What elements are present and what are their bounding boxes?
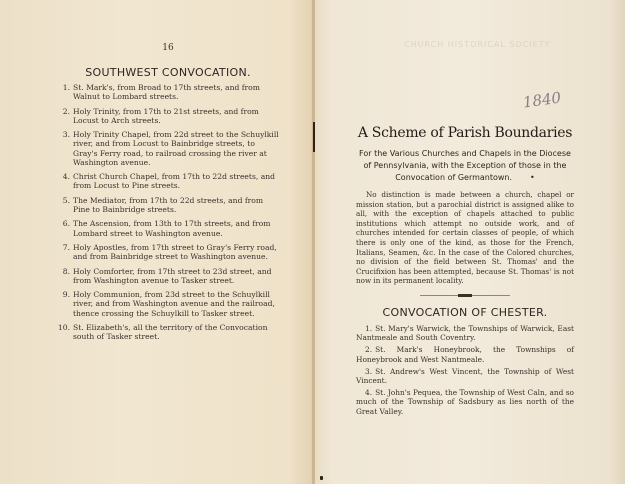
list-item: [56, 323, 280, 341]
left-page-content: [56, 43, 280, 347]
item-number: 1.: [62, 83, 70, 92]
list-item: [356, 324, 574, 342]
item-text: The Mediator, from 17th to 22d streets, and from Pine to Bainbridge streets.: [73, 195, 264, 214]
item-text: St. Mark's, from Broad to 17th streets, and from Walnut to Lombard streets.: [73, 83, 260, 102]
list-item: [56, 172, 280, 190]
binding-stitch: [320, 476, 323, 480]
library-stamp-watermark: CHURCH HISTORICAL SOCIETY: [404, 40, 551, 49]
book-gutter: [312, 0, 315, 484]
item-text: St. Andrew's West Vincent, the Township of West Vincent.: [356, 366, 574, 385]
intro-paragraph: No distinction is made between a church, chapel or mission station, but a parochial district is assigned alike to all, with the exception of chapels attached to public institutions which attempt no outside work, and of churches intended for certain classes of people, of which there is only one of the kind, as those for the French, Italians, Seamen, &c. In the case of the Colored churches, no division of the field between St. Thomas' and the Crucifixion has been attempted, because St. Thomas' is not now in its permanent locality.: [356, 190, 574, 286]
list-item: [56, 267, 280, 285]
right-page-content: [356, 124, 574, 419]
item-number: 5.: [62, 195, 70, 205]
list-item: [356, 388, 574, 416]
item-text: St. Mary's Warwick, the Townships of Warwick, East Nantmeale and South Coventry.: [356, 323, 574, 343]
item-text: Holy Apostles, from 17th street to Gray's Ferry road, and from Bainbridge street to Washington avenue.: [73, 242, 277, 262]
document-subtitle: For the Various Churches and Chapels in the Diocese of Pennsylvania, with the Exception of those in the Convocation of Germantown.: [359, 149, 571, 182]
list-item: [56, 130, 280, 167]
item-number: 1.: [365, 323, 373, 333]
item-number: 4.: [365, 388, 373, 398]
section-title-southwest: SOUTHWEST CONVOCATION.: [85, 66, 251, 79]
item-number: 2.: [62, 106, 70, 116]
item-text: The Ascension, from 13th to 17th streets, and from Lombard street to Washington avenue.: [73, 219, 271, 238]
item-number: 9.: [62, 290, 70, 300]
item-text: St. John's Pequea, the Township of West Caln, and so much of the Township of Sadsbury as lies north of the Great Valley.: [356, 388, 574, 416]
list-item: [56, 219, 280, 237]
item-text: Holy Trinity Chapel, from 22d street to the Schuylkill river, and from Locust to Bainbridge streets, to Gray's Ferry road, to railroad crossing the river at Washington avenue.: [73, 130, 279, 167]
document-title: A Scheme of Parish Boundaries: [357, 125, 573, 141]
item-number: 4.: [62, 172, 70, 182]
list-item: [356, 345, 574, 363]
handwritten-year: 1840: [521, 88, 563, 112]
item-number: 8.: [62, 266, 70, 276]
document-subtitle-block: [356, 148, 574, 184]
section-title-chester: CONVOCATION OF CHESTER.: [382, 305, 548, 319]
item-number: 6.: [62, 219, 70, 229]
ornamental-rule-wrap: [356, 294, 574, 298]
list-item: [56, 107, 280, 125]
list-item: [356, 367, 574, 385]
item-text: St. Mark's Honeybrook, the Townships of Honeybrook and West Nantmeale.: [356, 345, 574, 364]
binding-stitch: [313, 122, 315, 152]
item-number: 3.: [62, 130, 70, 140]
southwest-parish-list: [56, 83, 280, 341]
list-item: [56, 196, 280, 214]
page-number: 16: [162, 43, 174, 53]
item-number: 2.: [365, 345, 373, 355]
item-text: Christ Church Chapel, from 17th to 22d streets, and from Locust to Pine streets.: [73, 172, 275, 191]
chester-parish-list: [356, 324, 574, 416]
item-text: Holy Trinity, from 17th to 21st streets, and from Locust to Arch streets.: [73, 106, 259, 125]
list-item: [56, 243, 280, 261]
item-text: Holy Comforter, from 17th street to 23d street, and from Washington avenue to Tasker street.: [73, 266, 272, 285]
item-number: 10.: [57, 322, 70, 332]
item-text: Holy Communion, from 23d street to the Schuylkill river, and from Washington avenue and the railroad, thence crossing the Schuylkill to Tasker street.: [73, 290, 275, 318]
list-item: [56, 290, 280, 318]
printer-mark: •: [530, 173, 535, 182]
item-number: 3.: [365, 366, 373, 376]
ornamental-rule-center: [458, 294, 472, 297]
list-item: [56, 83, 280, 101]
item-text: St. Elizabeth's, all the territory of the Convocation south of Tasker street.: [73, 322, 268, 342]
item-number: 7.: [62, 242, 70, 252]
